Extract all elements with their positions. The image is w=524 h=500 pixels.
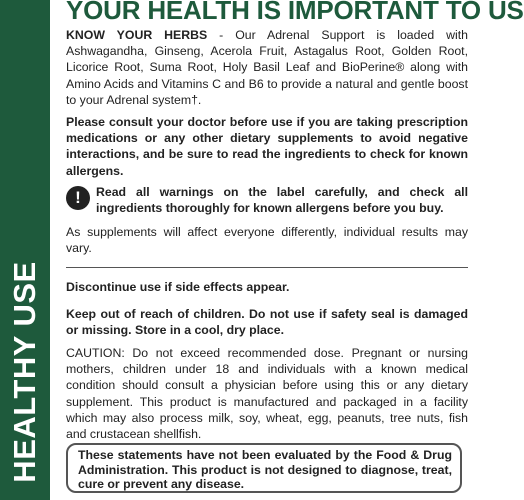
divider — [66, 267, 468, 268]
fda-disclaimer-box — [66, 443, 462, 493]
intro-body: - Our Adrenal Support is loaded with Ashwagandha, Ginseng, Acerola Fruit, Astagalus Root, Golden Root, Licorice Root, Suma Root, Holy Basil Leaf and BioPerine® along with Amino Acids and Vitamins C and B6 to provide a natural and gentle boost to your Adrenal system†. — [66, 28, 468, 107]
sidebar-band — [0, 0, 50, 500]
intro-paragraph — [66, 27, 468, 108]
consult-paragraph: Please consult your doctor before use if you are taking prescription medications or any other dietary supplements to avoid negative interactions, and be sure to read the ingredients to check for known allergens. — [66, 115, 468, 178]
sidebar-label: HEALTHY USE — [7, 261, 42, 483]
results-vary-note: As supplements will affect everyone differently, individual results may vary. — [66, 225, 468, 256]
intro-lead: KNOW YOUR HERBS — [66, 28, 208, 42]
exclamation-icon: ! — [66, 186, 90, 210]
storage-note: Keep out of reach of children. Do not use if safety seal is damaged or missing. Store in a cool, dry place. — [66, 307, 468, 338]
headline: YOUR HEALTH IS IMPORTANT TO US — [66, 0, 524, 25]
caution-paragraph: CAUTION: Do not exceed recommended dose. Pregnant or nursing mothers, children under 18 and individuals with a known medical condition should consult a physician before using this or any dietary supplement. This product is manufactured and packaged in a facility which may also process milk, soy, wheat, egg, peanuts, tree nuts, fish and crustacean shellfish. — [66, 346, 468, 442]
discontinue-note: Discontinue use if side effects appear. — [66, 280, 290, 294]
fda-disclaimer-text: These statements have not been evaluated by the Food & Drug Administration. This product is not designed to diagnose, treat, cure or prevent any disease. — [78, 448, 452, 491]
warning-text: Read all warnings on the label carefully, and check all ingredients thoroughly for known allergens before you buy. — [96, 185, 468, 216]
